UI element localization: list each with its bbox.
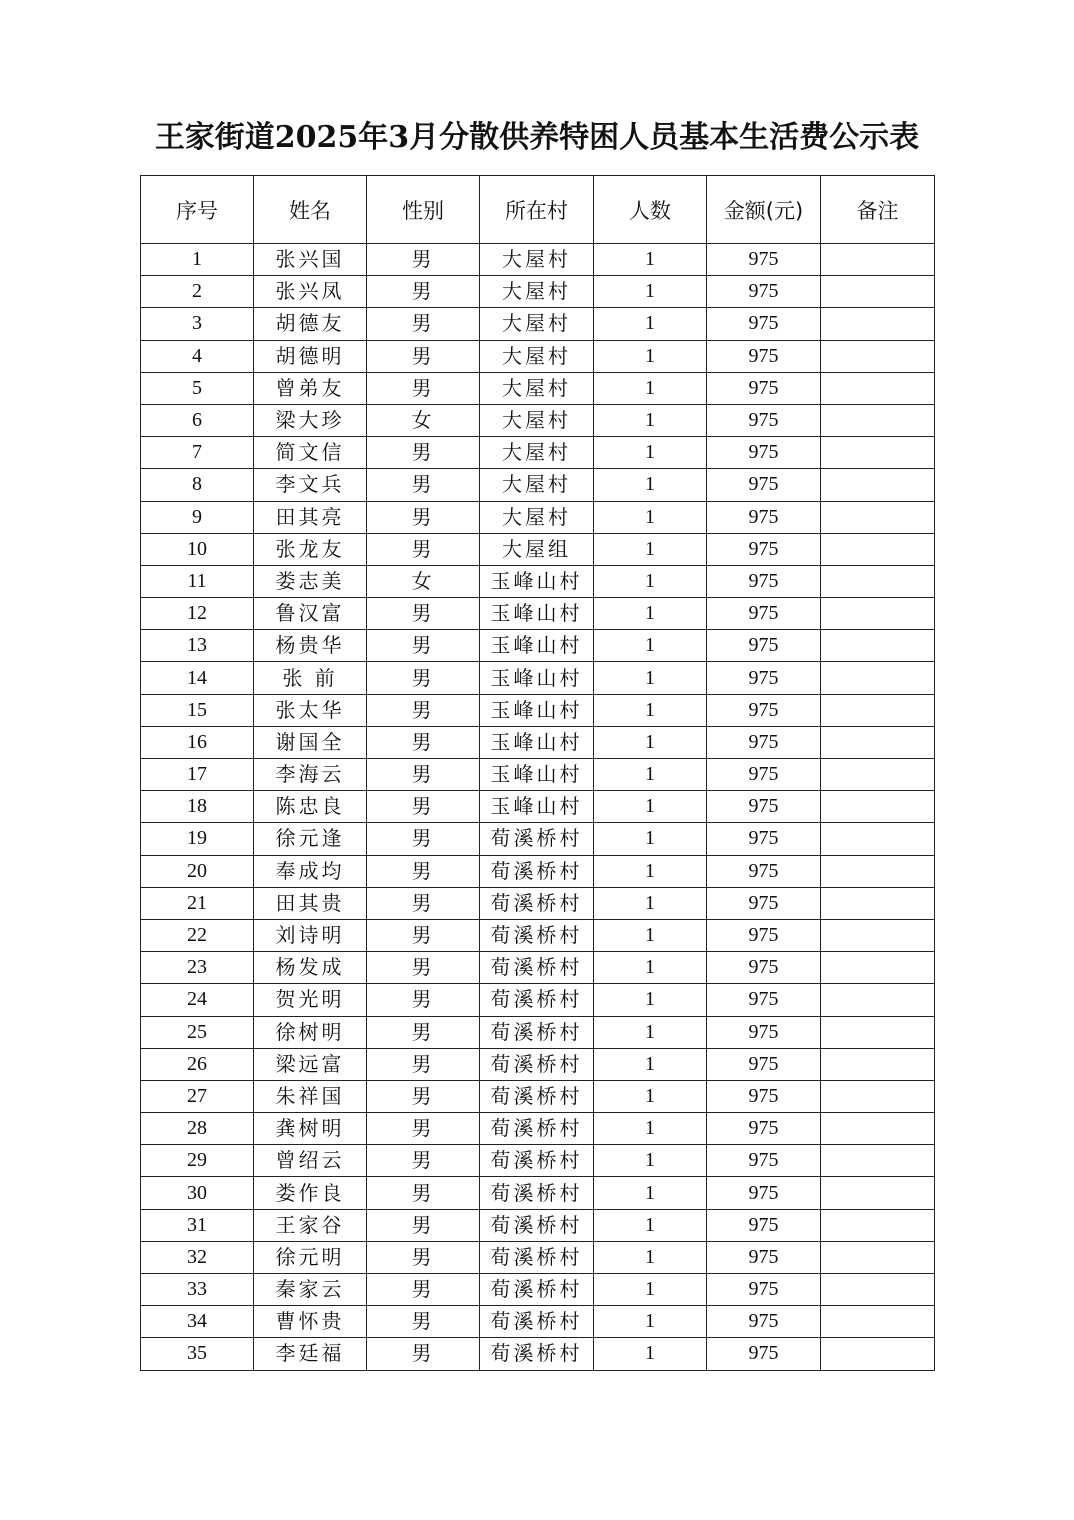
cell-remarks — [821, 469, 935, 501]
cell-amount: 975 — [707, 791, 821, 823]
table-row — [141, 726, 935, 758]
cell-count: 1 — [594, 533, 707, 565]
cell-name: 奉成均 — [254, 855, 367, 887]
cell-village: 荀溪桥村 — [480, 1177, 594, 1209]
table-row — [141, 759, 935, 791]
cell-gender: 男 — [367, 919, 480, 951]
cell-name: 王家谷 — [254, 1209, 367, 1241]
cell-village: 荀溪桥村 — [480, 984, 594, 1016]
cell-remarks — [821, 726, 935, 758]
cell-name: 田其亮 — [254, 501, 367, 533]
cell-index: 31 — [141, 1209, 254, 1241]
cell-remarks — [821, 308, 935, 340]
cell-name: 张 前 — [254, 662, 367, 694]
cell-name: 张龙友 — [254, 533, 367, 565]
cell-village: 荀溪桥村 — [480, 1016, 594, 1048]
header-count: 人数 — [594, 176, 707, 244]
cell-count: 1 — [594, 694, 707, 726]
cell-remarks — [821, 404, 935, 436]
cell-name: 李文兵 — [254, 469, 367, 501]
cell-amount: 975 — [707, 1016, 821, 1048]
cell-remarks — [821, 759, 935, 791]
cell-gender: 男 — [367, 1338, 480, 1370]
cell-gender: 男 — [367, 1241, 480, 1273]
cell-index: 6 — [141, 404, 254, 436]
cell-count: 1 — [594, 1338, 707, 1370]
cell-count: 1 — [594, 501, 707, 533]
cell-gender: 男 — [367, 1080, 480, 1112]
allowance-table — [140, 175, 935, 1371]
cell-index: 20 — [141, 855, 254, 887]
table-row — [141, 952, 935, 984]
cell-gender: 男 — [367, 598, 480, 630]
cell-gender: 女 — [367, 404, 480, 436]
table-row — [141, 694, 935, 726]
cell-remarks — [821, 598, 935, 630]
cell-amount: 975 — [707, 1209, 821, 1241]
cell-name: 杨贵华 — [254, 630, 367, 662]
cell-gender: 男 — [367, 533, 480, 565]
cell-village: 荀溪桥村 — [480, 1048, 594, 1080]
cell-name: 贺光明 — [254, 984, 367, 1016]
table-row — [141, 1048, 935, 1080]
cell-village: 玉峰山村 — [480, 726, 594, 758]
cell-index: 8 — [141, 469, 254, 501]
cell-amount: 975 — [707, 726, 821, 758]
cell-village: 玉峰山村 — [480, 662, 594, 694]
cell-name: 梁大珍 — [254, 404, 367, 436]
cell-amount: 975 — [707, 244, 821, 276]
cell-village: 玉峰山村 — [480, 565, 594, 597]
cell-remarks — [821, 694, 935, 726]
cell-name: 朱祥国 — [254, 1080, 367, 1112]
cell-remarks — [821, 276, 935, 308]
cell-gender: 男 — [367, 759, 480, 791]
cell-name: 龚树明 — [254, 1113, 367, 1145]
cell-gender: 男 — [367, 469, 480, 501]
cell-count: 1 — [594, 1177, 707, 1209]
cell-remarks — [821, 372, 935, 404]
table-row — [141, 1145, 935, 1177]
table-row — [141, 308, 935, 340]
table-row — [141, 1241, 935, 1273]
cell-index: 5 — [141, 372, 254, 404]
cell-remarks — [821, 437, 935, 469]
cell-village: 荀溪桥村 — [480, 1274, 594, 1306]
cell-gender: 男 — [367, 791, 480, 823]
cell-amount: 975 — [707, 469, 821, 501]
cell-remarks — [821, 1145, 935, 1177]
cell-village: 大屋村 — [480, 437, 594, 469]
cell-count: 1 — [594, 598, 707, 630]
cell-count: 1 — [594, 1145, 707, 1177]
page-title: 王家街道2025年3月分散供养特困人员基本生活费公示表 — [154, 120, 920, 155]
cell-village: 大屋组 — [480, 533, 594, 565]
cell-count: 1 — [594, 1048, 707, 1080]
cell-gender: 男 — [367, 662, 480, 694]
cell-count: 1 — [594, 308, 707, 340]
cell-name: 曾弟友 — [254, 372, 367, 404]
table-row — [141, 855, 935, 887]
cell-remarks — [821, 244, 935, 276]
cell-remarks — [821, 855, 935, 887]
cell-remarks — [821, 919, 935, 951]
cell-count: 1 — [594, 1306, 707, 1338]
cell-amount: 975 — [707, 1338, 821, 1370]
cell-village: 玉峰山村 — [480, 694, 594, 726]
cell-amount: 975 — [707, 919, 821, 951]
cell-name: 曹怀贵 — [254, 1306, 367, 1338]
header-index: 序号 — [141, 176, 254, 244]
table-row — [141, 1177, 935, 1209]
cell-village: 荀溪桥村 — [480, 1306, 594, 1338]
cell-count: 1 — [594, 1209, 707, 1241]
table-row — [141, 984, 935, 1016]
header-amount: 金额(元) — [707, 176, 821, 244]
table-row — [141, 340, 935, 372]
cell-count: 1 — [594, 469, 707, 501]
cell-amount: 975 — [707, 1048, 821, 1080]
cell-count: 1 — [594, 952, 707, 984]
cell-remarks — [821, 791, 935, 823]
table-row — [141, 1338, 935, 1370]
cell-amount: 975 — [707, 1177, 821, 1209]
table-row — [141, 919, 935, 951]
cell-gender: 男 — [367, 1177, 480, 1209]
table-row — [141, 662, 935, 694]
cell-name: 胡德友 — [254, 308, 367, 340]
cell-count: 1 — [594, 630, 707, 662]
cell-count: 1 — [594, 791, 707, 823]
cell-gender: 男 — [367, 437, 480, 469]
cell-name: 胡德明 — [254, 340, 367, 372]
cell-gender: 男 — [367, 308, 480, 340]
table-row — [141, 469, 935, 501]
cell-amount: 975 — [707, 276, 821, 308]
cell-amount: 975 — [707, 501, 821, 533]
cell-index: 23 — [141, 952, 254, 984]
cell-index: 3 — [141, 308, 254, 340]
cell-amount: 975 — [707, 630, 821, 662]
cell-count: 1 — [594, 372, 707, 404]
cell-count: 1 — [594, 919, 707, 951]
cell-index: 1 — [141, 244, 254, 276]
cell-index: 28 — [141, 1113, 254, 1145]
cell-remarks — [821, 984, 935, 1016]
cell-village: 大屋村 — [480, 372, 594, 404]
cell-gender: 男 — [367, 1016, 480, 1048]
cell-gender: 男 — [367, 1209, 480, 1241]
cell-name: 徐元明 — [254, 1241, 367, 1273]
cell-index: 30 — [141, 1177, 254, 1209]
cell-remarks — [821, 630, 935, 662]
cell-village: 荀溪桥村 — [480, 823, 594, 855]
cell-index: 7 — [141, 437, 254, 469]
cell-gender: 男 — [367, 887, 480, 919]
cell-index: 25 — [141, 1016, 254, 1048]
cell-amount: 975 — [707, 308, 821, 340]
cell-name: 张太华 — [254, 694, 367, 726]
cell-remarks — [821, 1241, 935, 1273]
cell-index: 12 — [141, 598, 254, 630]
cell-name: 杨发成 — [254, 952, 367, 984]
cell-village: 玉峰山村 — [480, 791, 594, 823]
cell-name: 李海云 — [254, 759, 367, 791]
cell-village: 荀溪桥村 — [480, 887, 594, 919]
cell-gender: 男 — [367, 372, 480, 404]
cell-name: 秦家云 — [254, 1274, 367, 1306]
table-header-row — [141, 176, 935, 244]
cell-amount: 975 — [707, 984, 821, 1016]
cell-amount: 975 — [707, 1306, 821, 1338]
cell-remarks — [821, 887, 935, 919]
cell-gender: 男 — [367, 855, 480, 887]
cell-index: 32 — [141, 1241, 254, 1273]
table-row — [141, 1209, 935, 1241]
cell-index: 21 — [141, 887, 254, 919]
table-row — [141, 1113, 935, 1145]
cell-remarks — [821, 533, 935, 565]
cell-gender: 男 — [367, 630, 480, 662]
cell-remarks — [821, 823, 935, 855]
cell-village: 荀溪桥村 — [480, 1113, 594, 1145]
cell-index: 17 — [141, 759, 254, 791]
cell-remarks — [821, 1209, 935, 1241]
cell-gender: 男 — [367, 276, 480, 308]
cell-amount: 975 — [707, 1080, 821, 1112]
table-row — [141, 565, 935, 597]
cell-count: 1 — [594, 437, 707, 469]
cell-village: 大屋村 — [480, 404, 594, 436]
cell-name: 鲁汉富 — [254, 598, 367, 630]
cell-name: 简文信 — [254, 437, 367, 469]
cell-index: 9 — [141, 501, 254, 533]
cell-gender: 男 — [367, 726, 480, 758]
cell-index: 4 — [141, 340, 254, 372]
table-body — [141, 244, 935, 1371]
table-row — [141, 533, 935, 565]
cell-index: 11 — [141, 565, 254, 597]
cell-remarks — [821, 1113, 935, 1145]
cell-amount: 975 — [707, 823, 821, 855]
table-row — [141, 437, 935, 469]
cell-count: 1 — [594, 662, 707, 694]
cell-count: 1 — [594, 759, 707, 791]
cell-count: 1 — [594, 887, 707, 919]
cell-amount: 975 — [707, 759, 821, 791]
cell-name: 李廷福 — [254, 1338, 367, 1370]
cell-remarks — [821, 565, 935, 597]
cell-index: 13 — [141, 630, 254, 662]
cell-name: 田其贵 — [254, 887, 367, 919]
table-row — [141, 630, 935, 662]
table-row — [141, 791, 935, 823]
header-gender: 性别 — [367, 176, 480, 244]
table-row — [141, 1274, 935, 1306]
cell-remarks — [821, 1338, 935, 1370]
cell-remarks — [821, 1177, 935, 1209]
cell-index: 34 — [141, 1306, 254, 1338]
cell-amount: 975 — [707, 694, 821, 726]
cell-amount: 975 — [707, 340, 821, 372]
cell-name: 娄作良 — [254, 1177, 367, 1209]
cell-village: 大屋村 — [480, 276, 594, 308]
cell-remarks — [821, 1274, 935, 1306]
cell-amount: 975 — [707, 437, 821, 469]
cell-count: 1 — [594, 984, 707, 1016]
cell-index: 27 — [141, 1080, 254, 1112]
cell-index: 35 — [141, 1338, 254, 1370]
table-row — [141, 598, 935, 630]
cell-amount: 975 — [707, 598, 821, 630]
cell-village: 荀溪桥村 — [480, 1338, 594, 1370]
cell-count: 1 — [594, 565, 707, 597]
cell-village: 玉峰山村 — [480, 630, 594, 662]
cell-gender: 男 — [367, 1306, 480, 1338]
table-row — [141, 372, 935, 404]
cell-name: 娄志美 — [254, 565, 367, 597]
cell-count: 1 — [594, 1241, 707, 1273]
cell-name: 谢国全 — [254, 726, 367, 758]
cell-index: 16 — [141, 726, 254, 758]
cell-remarks — [821, 1016, 935, 1048]
cell-index: 33 — [141, 1274, 254, 1306]
cell-index: 22 — [141, 919, 254, 951]
cell-gender: 男 — [367, 1113, 480, 1145]
table-row — [141, 887, 935, 919]
cell-name: 刘诗明 — [254, 919, 367, 951]
cell-count: 1 — [594, 1016, 707, 1048]
cell-village: 荀溪桥村 — [480, 1145, 594, 1177]
cell-name: 梁远富 — [254, 1048, 367, 1080]
cell-gender: 男 — [367, 952, 480, 984]
cell-village: 荀溪桥村 — [480, 1209, 594, 1241]
cell-index: 29 — [141, 1145, 254, 1177]
cell-index: 24 — [141, 984, 254, 1016]
table-row — [141, 1016, 935, 1048]
cell-amount: 975 — [707, 1113, 821, 1145]
cell-remarks — [821, 662, 935, 694]
cell-count: 1 — [594, 855, 707, 887]
cell-index: 18 — [141, 791, 254, 823]
cell-count: 1 — [594, 404, 707, 436]
cell-count: 1 — [594, 823, 707, 855]
table-row — [141, 404, 935, 436]
cell-village: 荀溪桥村 — [480, 919, 594, 951]
cell-amount: 975 — [707, 952, 821, 984]
cell-village: 大屋村 — [480, 308, 594, 340]
cell-amount: 975 — [707, 662, 821, 694]
cell-amount: 975 — [707, 565, 821, 597]
cell-name: 徐树明 — [254, 1016, 367, 1048]
cell-index: 19 — [141, 823, 254, 855]
cell-gender: 男 — [367, 501, 480, 533]
cell-village: 荀溪桥村 — [480, 952, 594, 984]
cell-remarks — [821, 1080, 935, 1112]
cell-amount: 975 — [707, 372, 821, 404]
cell-village: 大屋村 — [480, 340, 594, 372]
cell-index: 26 — [141, 1048, 254, 1080]
cell-index: 15 — [141, 694, 254, 726]
cell-village: 大屋村 — [480, 244, 594, 276]
cell-count: 1 — [594, 1274, 707, 1306]
cell-name: 张兴国 — [254, 244, 367, 276]
cell-amount: 975 — [707, 1145, 821, 1177]
cell-name: 陈忠良 — [254, 791, 367, 823]
table-row — [141, 1306, 935, 1338]
cell-gender: 男 — [367, 1274, 480, 1306]
cell-gender: 男 — [367, 244, 480, 276]
cell-village: 大屋村 — [480, 501, 594, 533]
cell-name: 曾绍云 — [254, 1145, 367, 1177]
header-name: 姓名 — [254, 176, 367, 244]
cell-index: 10 — [141, 533, 254, 565]
cell-gender: 男 — [367, 823, 480, 855]
header-remarks: 备注 — [821, 176, 935, 244]
cell-remarks — [821, 340, 935, 372]
cell-count: 1 — [594, 340, 707, 372]
cell-gender: 男 — [367, 340, 480, 372]
cell-gender: 男 — [367, 1145, 480, 1177]
cell-count: 1 — [594, 1113, 707, 1145]
cell-amount: 975 — [707, 533, 821, 565]
cell-amount: 975 — [707, 1274, 821, 1306]
cell-gender: 男 — [367, 1048, 480, 1080]
cell-count: 1 — [594, 726, 707, 758]
table-row — [141, 823, 935, 855]
cell-count: 1 — [594, 1080, 707, 1112]
table-row — [141, 1080, 935, 1112]
cell-name: 张兴凤 — [254, 276, 367, 308]
cell-name: 徐元逢 — [254, 823, 367, 855]
cell-amount: 975 — [707, 404, 821, 436]
cell-amount: 975 — [707, 855, 821, 887]
cell-gender: 女 — [367, 565, 480, 597]
cell-village: 荀溪桥村 — [480, 855, 594, 887]
cell-village: 玉峰山村 — [480, 759, 594, 791]
cell-amount: 975 — [707, 887, 821, 919]
cell-village: 荀溪桥村 — [480, 1241, 594, 1273]
cell-remarks — [821, 1306, 935, 1338]
cell-index: 2 — [141, 276, 254, 308]
cell-count: 1 — [594, 276, 707, 308]
cell-count: 1 — [594, 244, 707, 276]
cell-amount: 975 — [707, 1241, 821, 1273]
cell-index: 14 — [141, 662, 254, 694]
table-row — [141, 276, 935, 308]
cell-gender: 男 — [367, 984, 480, 1016]
table-row — [141, 244, 935, 276]
cell-village: 荀溪桥村 — [480, 1080, 594, 1112]
header-village: 所在村 — [480, 176, 594, 244]
cell-remarks — [821, 501, 935, 533]
cell-gender: 男 — [367, 694, 480, 726]
cell-remarks — [821, 952, 935, 984]
cell-village: 大屋村 — [480, 469, 594, 501]
cell-remarks — [821, 1048, 935, 1080]
cell-village: 玉峰山村 — [480, 598, 594, 630]
table-row — [141, 501, 935, 533]
